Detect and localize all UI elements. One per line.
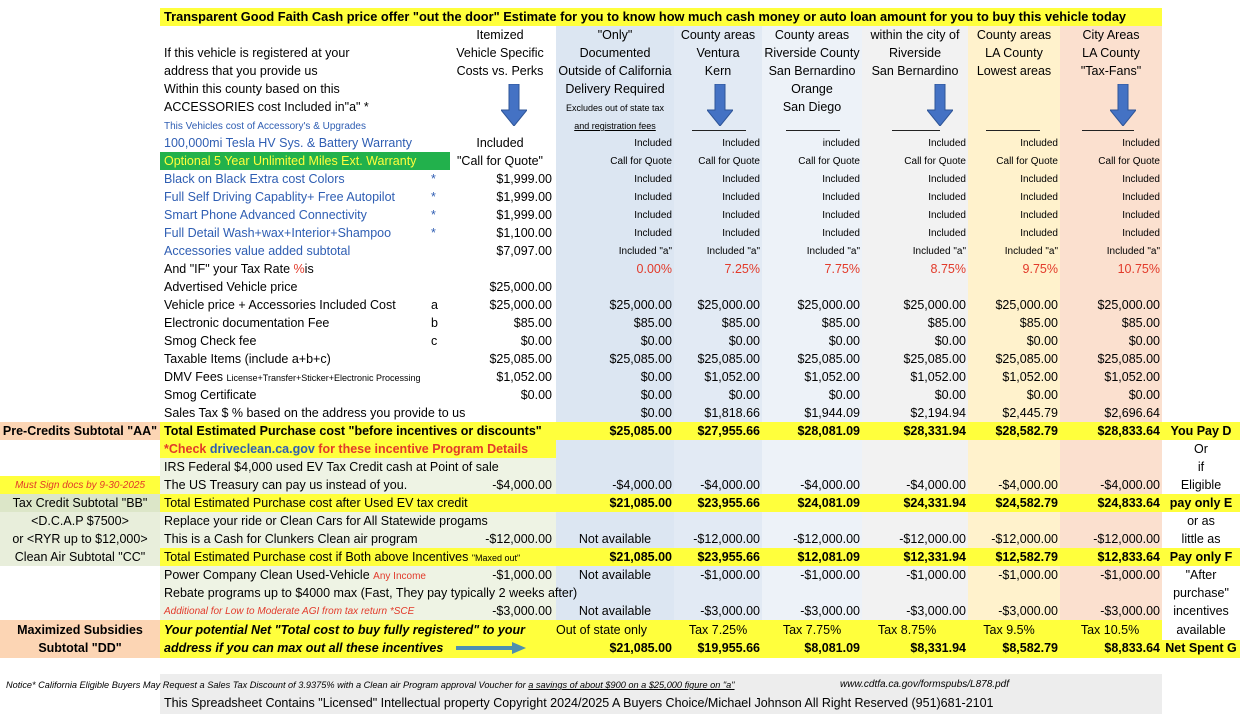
subtotal-bb-ventura: $23,955.66 bbox=[697, 496, 760, 510]
smogcheck-ventura: $0.00 bbox=[728, 334, 760, 348]
subtotal-aa-city: $28,833.64 bbox=[1097, 424, 1160, 438]
treasury-la: -$4,000.00 bbox=[998, 478, 1058, 492]
extended-la: Call for Quote bbox=[996, 156, 1058, 167]
maximized-right1: available bbox=[1176, 623, 1226, 637]
col-sanbern-h3: San Bernardino bbox=[871, 64, 959, 78]
extended-outside: Call for Quote bbox=[610, 156, 672, 167]
taxrate-ventura: 7.25% bbox=[724, 262, 760, 276]
smogcheck-outside: $0.00 bbox=[640, 334, 672, 348]
power-sanbern: -$1,000.00 bbox=[906, 568, 966, 582]
maximized-tax-sanbern: Tax 8.75% bbox=[877, 623, 937, 637]
subtotal-cc-right: Pay only F bbox=[1169, 550, 1233, 564]
down-arrow-icon bbox=[707, 84, 733, 126]
additional-city: -$3,000.00 bbox=[1100, 604, 1160, 618]
footer-notice-underline: a savings of about $900 on a $25,000 figure on "a" bbox=[528, 680, 735, 690]
treasury-riverside: -$4,000.00 bbox=[800, 478, 860, 492]
maximized-right2: Net Spent G bbox=[1165, 641, 1237, 655]
subtotal-aa-side: Pre-Credits Subtotal "AA" bbox=[2, 424, 158, 438]
replace-right: or as bbox=[1187, 514, 1215, 528]
warranty-riverside: included bbox=[822, 138, 860, 149]
col-la-h3: Lowest areas bbox=[976, 64, 1052, 78]
fsd-star: * bbox=[431, 190, 436, 204]
detail-ventura: Included bbox=[722, 228, 760, 239]
subtotal-cc-side: Clean Air Subtotal "CC" bbox=[14, 550, 146, 564]
acc-subtotal-sanbern: Included "a" bbox=[912, 246, 966, 257]
rebate-right: purchase" bbox=[1173, 586, 1229, 600]
subtotal-bb-riverside: $24,081.09 bbox=[797, 496, 860, 510]
smogcheck-label: Smog Check fee bbox=[164, 334, 257, 348]
fsd-ventura: Included bbox=[722, 192, 760, 203]
replace-side: <D.C.A.P $7500> bbox=[31, 514, 129, 528]
smogcert-sanbern: $0.00 bbox=[934, 388, 966, 402]
footer-copyright: This Spreadsheet Contains "Licensed" Intellectual property Copyright 2024/2025 A Buyers Choice/Michael Johnson All Right Reserved (951)681-2101 bbox=[164, 696, 994, 710]
taxable-sanbern: $25,085.00 bbox=[903, 352, 966, 366]
taxable-value: $25,085.00 bbox=[489, 352, 552, 366]
smogcheck-riverside: $0.00 bbox=[828, 334, 860, 348]
docfee-label: Electronic documentation Fee bbox=[164, 316, 330, 330]
header-underline bbox=[892, 130, 940, 131]
phone-city: Included bbox=[1122, 210, 1160, 221]
subtotal-cc-la: $12,582.79 bbox=[995, 550, 1058, 564]
smogcheck-sanbern: $0.00 bbox=[934, 334, 966, 348]
dmv-la: $1,052.00 bbox=[1002, 370, 1058, 384]
subtotal-cc-sanbern: $12,331.94 bbox=[903, 550, 966, 564]
colors-star: * bbox=[431, 172, 436, 186]
smogcert-value: $0.00 bbox=[520, 388, 552, 402]
extended-label: Optional 5 Year Unlimited Miles Ext. Warranty bbox=[164, 154, 417, 168]
maximized-outside: $21,085.00 bbox=[609, 641, 672, 655]
vehicle-ventura: $25,000.00 bbox=[697, 298, 760, 312]
power-label-main: Power Company Clean Used-Vehicle bbox=[164, 568, 370, 582]
col-sanbern-h1: within the city of bbox=[870, 28, 960, 42]
warranty-value: Included bbox=[476, 136, 524, 150]
taxable-outside: $25,085.00 bbox=[609, 352, 672, 366]
docfee-la: $85.00 bbox=[1019, 316, 1058, 330]
salestax-sanbern: $2,194.94 bbox=[910, 406, 966, 420]
clunkers-value: -$12,000.00 bbox=[485, 532, 552, 546]
docfee-riverside: $85.00 bbox=[821, 316, 860, 330]
colors-outside: Included bbox=[634, 174, 672, 185]
phone-star: * bbox=[431, 208, 436, 222]
maximized-label1: Your potential Net "Total cost to buy fully registered" to your bbox=[164, 623, 525, 637]
vehicle-label: Vehicle price + Accessories Included Cost bbox=[164, 298, 396, 312]
col-itemized-h3: Costs vs. Perks bbox=[456, 64, 544, 78]
fsd-label: Full Self Driving Capablity+ Free Autopilot bbox=[164, 190, 396, 204]
maximized-riverside: $8,081.09 bbox=[804, 641, 860, 655]
dmv-city: $1,052.00 bbox=[1104, 370, 1160, 384]
docfee-sanbern: $85.00 bbox=[927, 316, 966, 330]
taxable-city: $25,085.00 bbox=[1097, 352, 1160, 366]
subtotal-cc-city: $12,833.64 bbox=[1097, 550, 1160, 564]
detail-la: Included bbox=[1020, 228, 1058, 239]
colors-value: $1,999.00 bbox=[496, 172, 552, 186]
additional-value: -$3,000.00 bbox=[492, 604, 552, 618]
rebate-label: Rebate programs up to $4000 max (Fast, They pay typically 2 weeks after) bbox=[164, 586, 578, 600]
down-arrow-icon bbox=[501, 84, 527, 126]
extended-riverside: Call for Quote bbox=[798, 156, 860, 167]
fsd-outside: Included bbox=[634, 192, 672, 203]
power-right: "After bbox=[1185, 568, 1217, 582]
clunkers-label: This is a Cash for Clunkers Clean air program bbox=[164, 532, 418, 546]
phone-outside: Included bbox=[634, 210, 672, 221]
taxrate-label-post: is bbox=[304, 262, 314, 276]
extended-value: "Call for Quote" bbox=[457, 154, 543, 168]
warranty-label: 100,000mi Tesla HV Sys. & Battery Warranty bbox=[164, 136, 413, 150]
subtotal-aa-riverside: $28,081.09 bbox=[797, 424, 860, 438]
col-outside-h1: "Only" bbox=[597, 28, 633, 42]
smogcert-ventura: $0.00 bbox=[728, 388, 760, 402]
subtotal-aa-sanbern: $28,331.94 bbox=[903, 424, 966, 438]
power-value: -$1,000.00 bbox=[492, 568, 552, 582]
col-riverside-h4: Orange bbox=[791, 82, 833, 96]
maximized-side2: Subtotal "DD" bbox=[38, 641, 122, 655]
smogcert-riverside: $0.00 bbox=[828, 388, 860, 402]
subtotal-bb-sanbern: $24,331.94 bbox=[903, 496, 966, 510]
smogcert-outside: $0.00 bbox=[640, 388, 672, 402]
vehicle-sanbern: $25,000.00 bbox=[903, 298, 966, 312]
clunkers-sanbern: -$12,000.00 bbox=[899, 532, 966, 546]
smogcert-la: $0.00 bbox=[1026, 388, 1058, 402]
col-itemized-h1: Itemized bbox=[476, 28, 524, 42]
subtotal-cc-label bbox=[164, 548, 520, 566]
power-label-small: Any Income bbox=[373, 571, 426, 582]
treasury-value: -$4,000.00 bbox=[492, 478, 552, 492]
taxrate-outside: 0.00% bbox=[636, 262, 672, 276]
col-ventura-h2: Ventura bbox=[696, 46, 740, 60]
advertised-label: Advertised Vehicle price bbox=[164, 280, 298, 294]
additional-right: incentives bbox=[1173, 604, 1229, 618]
vehicle-riverside: $25,000.00 bbox=[797, 298, 860, 312]
docfee-letter: b bbox=[431, 316, 438, 330]
acc-subtotal-riverside: Included "a" bbox=[806, 246, 860, 257]
intro-line4: ACCESSORIES cost Included in"a" * bbox=[164, 100, 369, 114]
fsd-value: $1,999.00 bbox=[496, 190, 552, 204]
dmv-label bbox=[164, 368, 421, 386]
check-link[interactable]: driveclean.ca.gov bbox=[209, 442, 315, 456]
smogcheck-la: $0.00 bbox=[1026, 334, 1058, 348]
clunkers-right: little as bbox=[1181, 532, 1221, 546]
subtotal-aa-ventura: $27,955.66 bbox=[697, 424, 760, 438]
header-underline bbox=[786, 130, 840, 131]
colors-ventura: Included bbox=[722, 174, 760, 185]
footer-url[interactable]: www.cdtfa.ca.gov/formspubs/L878.pdf bbox=[840, 679, 1009, 690]
colors-riverside: Included bbox=[822, 174, 860, 185]
taxable-label: Taxable Items (include a+b+c) bbox=[164, 352, 331, 366]
additional-riverside: -$3,000.00 bbox=[800, 604, 860, 618]
subtotal-cc-outside: $21,085.00 bbox=[609, 550, 672, 564]
header-underline bbox=[986, 130, 1040, 131]
maximized-tax-la: Tax 9.5% bbox=[983, 623, 1035, 637]
smogcert-city: $0.00 bbox=[1128, 388, 1160, 402]
taxrate-label bbox=[164, 260, 314, 278]
salestax-outside: $0.00 bbox=[640, 406, 672, 420]
phone-riverside: Included bbox=[822, 210, 860, 221]
treasury-ventura: -$4,000.00 bbox=[700, 478, 760, 492]
col-riverside-h2: Riverside County bbox=[764, 46, 860, 60]
taxable-riverside: $25,085.00 bbox=[797, 352, 860, 366]
maximized-tax-city: Tax 10.5% bbox=[1080, 623, 1140, 637]
subtotal-bb-right: pay only E bbox=[1169, 496, 1233, 510]
check-post: for these incentive Program Details bbox=[318, 442, 529, 456]
subtotal-cc-riverside: $12,081.09 bbox=[797, 550, 860, 564]
maximized-label2: address if you can max out all these incentives bbox=[164, 641, 444, 655]
colors-city: Included bbox=[1122, 174, 1160, 185]
dmv-label-main: DMV Fees bbox=[164, 370, 224, 384]
header-underline bbox=[1082, 130, 1134, 131]
acc-subtotal-city: Included "a" bbox=[1106, 246, 1160, 257]
treasury-city: -$4,000.00 bbox=[1100, 478, 1160, 492]
right-arrow-icon bbox=[456, 642, 526, 654]
detail-value: $1,100.00 bbox=[496, 226, 552, 240]
acc-subtotal-la: Included "a" bbox=[1004, 246, 1058, 257]
vehicle-la: $25,000.00 bbox=[995, 298, 1058, 312]
subtotal-bb-side: Tax Credit Subtotal "BB" bbox=[12, 496, 148, 510]
additional-la: -$3,000.00 bbox=[998, 604, 1058, 618]
acc-subtotal-label: Accessories value added subtotal bbox=[164, 244, 351, 258]
phone-la: Included bbox=[1020, 210, 1058, 221]
irs-right: if bbox=[1197, 460, 1205, 474]
clunkers-city: -$12,000.00 bbox=[1093, 532, 1160, 546]
additional-outside: Not available bbox=[578, 604, 652, 618]
detail-outside: Included bbox=[634, 228, 672, 239]
subtotal-cc-ventura: $23,955.66 bbox=[697, 550, 760, 564]
colors-sanbern: Included bbox=[928, 174, 966, 185]
intro-line2: address that you provide us bbox=[164, 64, 318, 78]
acc-subtotal-outside: Included "a" bbox=[618, 246, 672, 257]
vehicle-city: $25,000.00 bbox=[1097, 298, 1160, 312]
power-riverside: -$1,000.00 bbox=[800, 568, 860, 582]
col-riverside-h3: San Bernardino bbox=[768, 64, 856, 78]
power-la: -$1,000.00 bbox=[998, 568, 1058, 582]
docfee-ventura: $85.00 bbox=[721, 316, 760, 330]
detail-label: Full Detail Wash+wax+Interior+Shampoo bbox=[164, 226, 392, 240]
irs-label: IRS Federal $4,000 used EV Tax Credit cash at Point of sale bbox=[164, 460, 499, 474]
acc-subtotal-value: $7,097.00 bbox=[496, 244, 552, 258]
fsd-city: Included bbox=[1122, 192, 1160, 203]
maximized-tax-outside: Out of state only bbox=[556, 623, 648, 637]
subtotal-bb-la: $24,582.79 bbox=[995, 496, 1058, 510]
dmv-ventura: $1,052.00 bbox=[704, 370, 760, 384]
vehicle-value: $25,000.00 bbox=[489, 298, 552, 312]
subtotal-aa-outside: $25,085.00 bbox=[609, 424, 672, 438]
salestax-label: Sales Tax $ % based on the address you provide to us bbox=[164, 406, 466, 420]
warranty-la: Included bbox=[1020, 138, 1058, 149]
vehicle-letter: a bbox=[431, 298, 438, 312]
subtotal-bb-outside: $21,085.00 bbox=[609, 496, 672, 510]
warranty-outside: Included bbox=[634, 138, 672, 149]
smogcheck-letter: c bbox=[431, 334, 438, 348]
acc-subtotal-ventura: Included "a" bbox=[706, 246, 760, 257]
dmv-riverside: $1,052.00 bbox=[804, 370, 860, 384]
taxrate-label-pct: % bbox=[293, 262, 305, 276]
taxrate-label-pre: And "IF" your Tax Rate bbox=[164, 262, 291, 276]
page-title: Transparent Good Faith Cash price offer "out the door" Estimate for you to know how much cash money or auto loan amount for you to buy this vehicle today bbox=[164, 9, 1127, 24]
dmv-outside: $0.00 bbox=[640, 370, 672, 384]
col-city-h2: LA County bbox=[1082, 46, 1140, 60]
col-ventura-h1: County areas bbox=[680, 28, 756, 42]
warranty-city: Included bbox=[1122, 138, 1160, 149]
additional-ventura: -$3,000.00 bbox=[700, 604, 760, 618]
col-city-h1: City Areas bbox=[1082, 28, 1140, 42]
intro-line1: If this vehicle is registered at your bbox=[164, 46, 350, 60]
subtotal-cc-label-small: "Maxed out" bbox=[471, 553, 521, 563]
detail-city: Included bbox=[1122, 228, 1160, 239]
accessories-note: This Vehicles cost of Accessory's & Upgrades bbox=[164, 121, 366, 132]
subtotal-bb-label: Total Estimated Purchase cost after Used EV tax credit bbox=[164, 496, 468, 510]
taxrate-city: 10.75% bbox=[1117, 262, 1160, 276]
subtotal-aa-right: You Pay D bbox=[1170, 424, 1232, 438]
maximized-tax-riverside: Tax 7.75% bbox=[782, 623, 842, 637]
warranty-sanbern: Included bbox=[928, 138, 966, 149]
salestax-riverside: $1,944.09 bbox=[804, 406, 860, 420]
salestax-la: $2,445.79 bbox=[1002, 406, 1058, 420]
phone-label: Smart Phone Advanced Connectivity bbox=[164, 208, 367, 222]
additional-label: Additional for Low to Moderate AGI from tax return *SCE bbox=[164, 606, 415, 617]
taxrate-sanbern: 8.75% bbox=[930, 262, 966, 276]
col-outside-note2: and registration fees bbox=[574, 121, 656, 131]
dmv-sanbern: $1,052.00 bbox=[910, 370, 966, 384]
maximized-side1: Maximized Subsidies bbox=[17, 623, 143, 637]
col-city-h3: "Tax-Fans" bbox=[1080, 64, 1142, 78]
treasury-sanbern: -$4,000.00 bbox=[906, 478, 966, 492]
clunkers-riverside: -$12,000.00 bbox=[793, 532, 860, 546]
down-arrow-icon bbox=[927, 84, 953, 126]
clunkers-outside: Not available bbox=[578, 532, 652, 546]
col-outside-h4: Delivery Required bbox=[565, 82, 665, 96]
smogcert-label: Smog Certificate bbox=[164, 388, 257, 402]
colors-label: Black on Black Extra cost Colors bbox=[164, 172, 345, 186]
docfee-city: $85.00 bbox=[1121, 316, 1160, 330]
treasury-side: Must Sign docs by 9-30-2025 bbox=[14, 480, 146, 491]
docfee-outside: $85.00 bbox=[633, 316, 672, 330]
down-arrow-icon bbox=[1110, 84, 1136, 126]
subtotal-aa-la: $28,582.79 bbox=[995, 424, 1058, 438]
dmv-value: $1,052.00 bbox=[496, 370, 552, 384]
extended-city: Call for Quote bbox=[1098, 156, 1160, 167]
phone-value: $1,999.00 bbox=[496, 208, 552, 222]
clunkers-side: or <RYR up to $12,000> bbox=[12, 532, 148, 546]
fsd-la: Included bbox=[1020, 192, 1058, 203]
vehicle-outside: $25,000.00 bbox=[609, 298, 672, 312]
power-city: -$1,000.00 bbox=[1100, 568, 1160, 582]
power-ventura: -$1,000.00 bbox=[700, 568, 760, 582]
maximized-sanbern: $8,331.94 bbox=[910, 641, 966, 655]
footer-notice bbox=[6, 676, 735, 694]
taxable-ventura: $25,085.00 bbox=[697, 352, 760, 366]
extended-ventura: Call for Quote bbox=[698, 156, 760, 167]
col-outside-h2: Documented bbox=[579, 46, 651, 60]
col-la-h2: LA County bbox=[985, 46, 1043, 60]
treasury-label: The US Treasury can pay us instead of you. bbox=[164, 478, 408, 492]
check-line bbox=[164, 440, 528, 458]
col-ventura-h3: Kern bbox=[704, 64, 732, 78]
clunkers-ventura: -$12,000.00 bbox=[693, 532, 760, 546]
subtotal-cc-label-main: Total Estimated Purchase cost if Both above Incentives bbox=[164, 550, 469, 564]
subtotal-aa-label: Total Estimated Purchase cost "before incentives or discounts" bbox=[164, 424, 542, 438]
extended-sanbern: Call for Quote bbox=[904, 156, 966, 167]
check-pre: *Check bbox=[164, 442, 207, 456]
phone-sanbern: Included bbox=[928, 210, 966, 221]
col-sanbern-h2: Riverside bbox=[888, 46, 942, 60]
col-riverside-h5: San Diego bbox=[782, 100, 842, 114]
power-label bbox=[164, 566, 426, 584]
footer-notice-pre: Notice* California Eligible Buyers May Request a Sales Tax Discount of 3.9375% with a Clean air Program approval Voucher for bbox=[6, 680, 526, 690]
detail-riverside: Included bbox=[822, 228, 860, 239]
clunkers-la: -$12,000.00 bbox=[991, 532, 1058, 546]
check-right: Or bbox=[1194, 442, 1208, 456]
taxrate-riverside: 7.75% bbox=[824, 262, 860, 276]
treasury-outside: -$4,000.00 bbox=[612, 478, 672, 492]
colors-la: Included bbox=[1020, 174, 1058, 185]
col-riverside-h1: County areas bbox=[774, 28, 850, 42]
smogcheck-city: $0.00 bbox=[1128, 334, 1160, 348]
col-outside-note1: Excludes out of state tax bbox=[565, 103, 665, 113]
col-itemized-h2: Vehicle Specific bbox=[456, 46, 544, 60]
maximized-tax-ventura: Tax 7.25% bbox=[688, 623, 748, 637]
detail-star: * bbox=[431, 226, 436, 240]
phone-ventura: Included bbox=[722, 210, 760, 221]
advertised-value: $25,000.00 bbox=[489, 280, 552, 294]
fsd-riverside: Included bbox=[822, 192, 860, 203]
subtotal-bb-city: $24,833.64 bbox=[1097, 496, 1160, 510]
col-outside-h3: Outside of California bbox=[558, 64, 672, 78]
maximized-la: $8,582.79 bbox=[1002, 641, 1058, 655]
detail-sanbern: Included bbox=[928, 228, 966, 239]
salestax-city: $2,696.64 bbox=[1104, 406, 1160, 420]
taxable-la: $25,085.00 bbox=[995, 352, 1058, 366]
additional-sanbern: -$3,000.00 bbox=[906, 604, 966, 618]
power-outside: Not available bbox=[578, 568, 652, 582]
treasury-right: Eligible bbox=[1180, 478, 1222, 492]
intro-line3: Within this county based on this bbox=[164, 82, 340, 96]
fsd-sanbern: Included bbox=[928, 192, 966, 203]
maximized-ventura: $19,955.66 bbox=[697, 641, 760, 655]
header-underline bbox=[692, 130, 746, 131]
docfee-value: $85.00 bbox=[513, 316, 552, 330]
warranty-ventura: Included bbox=[722, 138, 760, 149]
replace-label: Replace your ride or Clean Cars for All Statewide progams bbox=[164, 514, 488, 528]
dmv-label-small: License+Transfer+Sticker+Electronic Processing bbox=[226, 373, 421, 383]
col-la-h1: County areas bbox=[976, 28, 1052, 42]
smogcheck-value: $0.00 bbox=[520, 334, 552, 348]
maximized-city: $8,833.64 bbox=[1104, 641, 1160, 655]
salestax-ventura: $1,818.66 bbox=[704, 406, 760, 420]
taxrate-la: 9.75% bbox=[1022, 262, 1058, 276]
